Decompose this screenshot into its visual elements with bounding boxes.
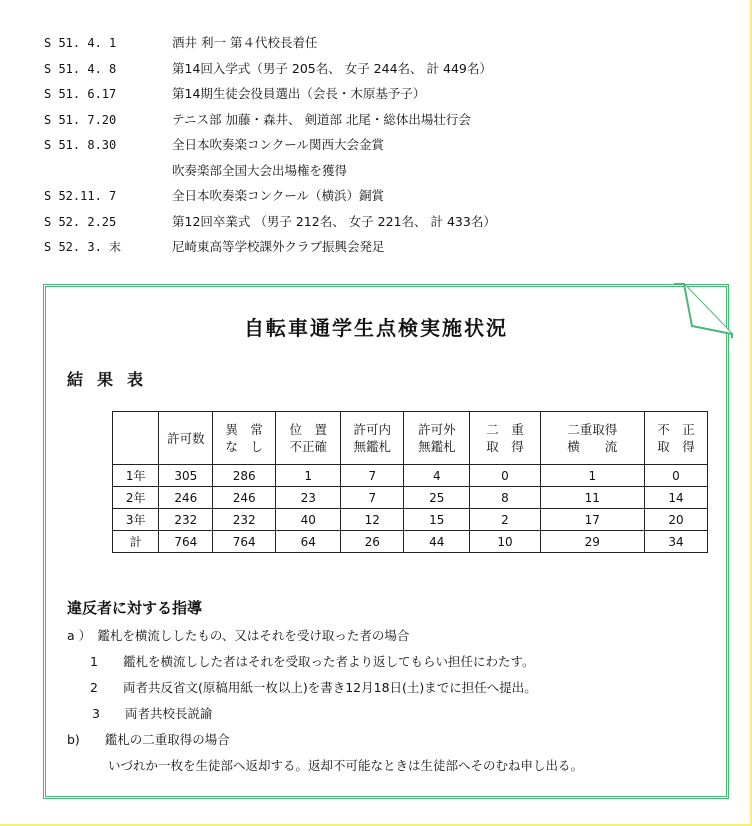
- timeline-date: S 51. 4. 8: [44, 61, 117, 76]
- table-cell: 23: [276, 487, 341, 509]
- column-header: 不 正 取 得: [644, 412, 707, 465]
- table-cell: 10: [470, 531, 540, 553]
- table-cell: 20: [644, 509, 707, 531]
- timeline-row: [44, 107, 496, 133]
- table-cell: 26: [341, 531, 404, 553]
- inspection-title: 自転車通学生点検実施状況: [244, 316, 508, 340]
- table-cell: 25: [404, 487, 470, 509]
- table-cell: 1: [540, 465, 644, 487]
- table-cell: 1: [276, 465, 341, 487]
- table-cell: 7: [341, 465, 404, 487]
- table-cell: 12: [341, 509, 404, 531]
- results-table-heading: 結果表: [67, 370, 158, 389]
- table-cell: 246: [159, 487, 213, 509]
- table-cell: 7: [341, 487, 404, 509]
- timeline-date: S 51. 8.30: [44, 138, 117, 152]
- timeline-date: S 51. 7.20: [44, 112, 117, 127]
- row-label: 3年: [113, 509, 159, 531]
- timeline-text: 全日本吹奏楽コンクール関西大会金賞: [172, 137, 385, 152]
- timeline-date: S 51. 4. 1: [44, 36, 117, 50]
- history-timeline: [44, 30, 496, 260]
- table-header-row: [113, 412, 708, 465]
- guidance-heading: 違反者に対する指導: [67, 599, 203, 617]
- column-header: 許可内 無鑑札: [341, 412, 404, 465]
- table-cell: 11: [540, 487, 644, 509]
- table-cell: 34: [644, 531, 707, 553]
- column-header: 許可外 無鑑札: [404, 412, 470, 465]
- table-cell: 17: [540, 509, 644, 531]
- table-row: [113, 509, 708, 531]
- timeline-row: [44, 81, 496, 107]
- timeline-text: 尼崎東高等学校課外クラブ振興会発足: [172, 239, 385, 254]
- timeline-row: [44, 132, 496, 158]
- row-label: 2年: [113, 487, 159, 509]
- timeline-date: S 52. 2.25: [44, 214, 117, 229]
- timeline-row: [44, 56, 496, 82]
- table-cell: 246: [213, 487, 276, 509]
- table-cell: 0: [470, 465, 540, 487]
- column-header: 二重取得 横 流: [540, 412, 644, 465]
- timeline-row: [44, 30, 496, 56]
- row-label: 1年: [113, 465, 159, 487]
- guidance-item-a: a ） 鑑札を横流ししたもの、又はそれを受け取った者の場合: [67, 628, 410, 643]
- timeline-row: [44, 234, 496, 260]
- timeline-text: 酒井 利一 第４代校長着任: [172, 35, 318, 50]
- timeline-text: 第12回卒業式 （男子 212名、 女子 221名、 計 433名）: [172, 213, 496, 229]
- timeline-text: 全日本吹奏楽コンクール（横浜）銅賞: [172, 188, 385, 203]
- table-cell: 232: [213, 509, 276, 531]
- table-row-total: [113, 531, 708, 553]
- timeline-row: [44, 158, 496, 184]
- column-header: 異 常 な し: [213, 412, 276, 465]
- header-corner: [113, 412, 159, 465]
- timeline-text: 吹奏楽部全国大会出場権を獲得: [172, 162, 348, 178]
- timeline-row: [44, 209, 496, 235]
- table-cell: 764: [159, 531, 213, 553]
- table-cell: 2: [470, 509, 540, 531]
- guidance-item-b1: いづれか一枚を生徒部へ返却する。返却不可能なときは生徒部へそのむね申し出る。: [108, 758, 584, 773]
- timeline-text: 第14期生徒会役員選出（会長・木原基予子）: [172, 86, 426, 101]
- guidance-item-a1: 1 鑑札を横流しした者はそれを受取った者より返してもらい担任にわたす。: [90, 654, 535, 669]
- column-header: 二 重 取 得: [470, 412, 540, 465]
- guidance-item-a2: 2 両者共反省文(原稿用紙一枚以上)を書き12月18日(土)までに担任へ提出。: [90, 680, 537, 695]
- timeline-text: テニス部 加藤・森井、 剣道部 北尾・総体出場壮行会: [172, 111, 471, 127]
- table-cell: 4: [404, 465, 470, 487]
- timeline-date: S 52. 3. 末: [44, 240, 122, 254]
- guidance-item-b: b) 鑑札の二重取得の場合: [67, 732, 230, 747]
- table-cell: 232: [159, 509, 213, 531]
- table-cell: 286: [213, 465, 276, 487]
- table-cell: 0: [644, 465, 707, 487]
- table-cell: 40: [276, 509, 341, 531]
- table-cell: 8: [470, 487, 540, 509]
- timeline-date: S 52.11. 7: [44, 189, 117, 203]
- table-cell: 764: [213, 531, 276, 553]
- table-row: [113, 465, 708, 487]
- guidance-item-a3: 3 両者共校長説諭: [92, 706, 213, 721]
- timeline-date: S 51. 6.17: [44, 87, 117, 101]
- table-row: [113, 487, 708, 509]
- column-header: 位 置 不正確: [276, 412, 341, 465]
- table-cell: 64: [276, 531, 341, 553]
- table-cell: 15: [404, 509, 470, 531]
- table-cell: 305: [159, 465, 213, 487]
- timeline-row: [44, 183, 496, 209]
- results-table: [112, 411, 708, 553]
- row-label: 計: [113, 531, 159, 553]
- timeline-text: 第14回入学式（男子 205名、 女子 244名、 計 449名）: [172, 60, 492, 76]
- table-cell: 29: [540, 531, 644, 553]
- table-cell: 14: [644, 487, 707, 509]
- column-header: 許可数: [159, 412, 213, 465]
- table-cell: 44: [404, 531, 470, 553]
